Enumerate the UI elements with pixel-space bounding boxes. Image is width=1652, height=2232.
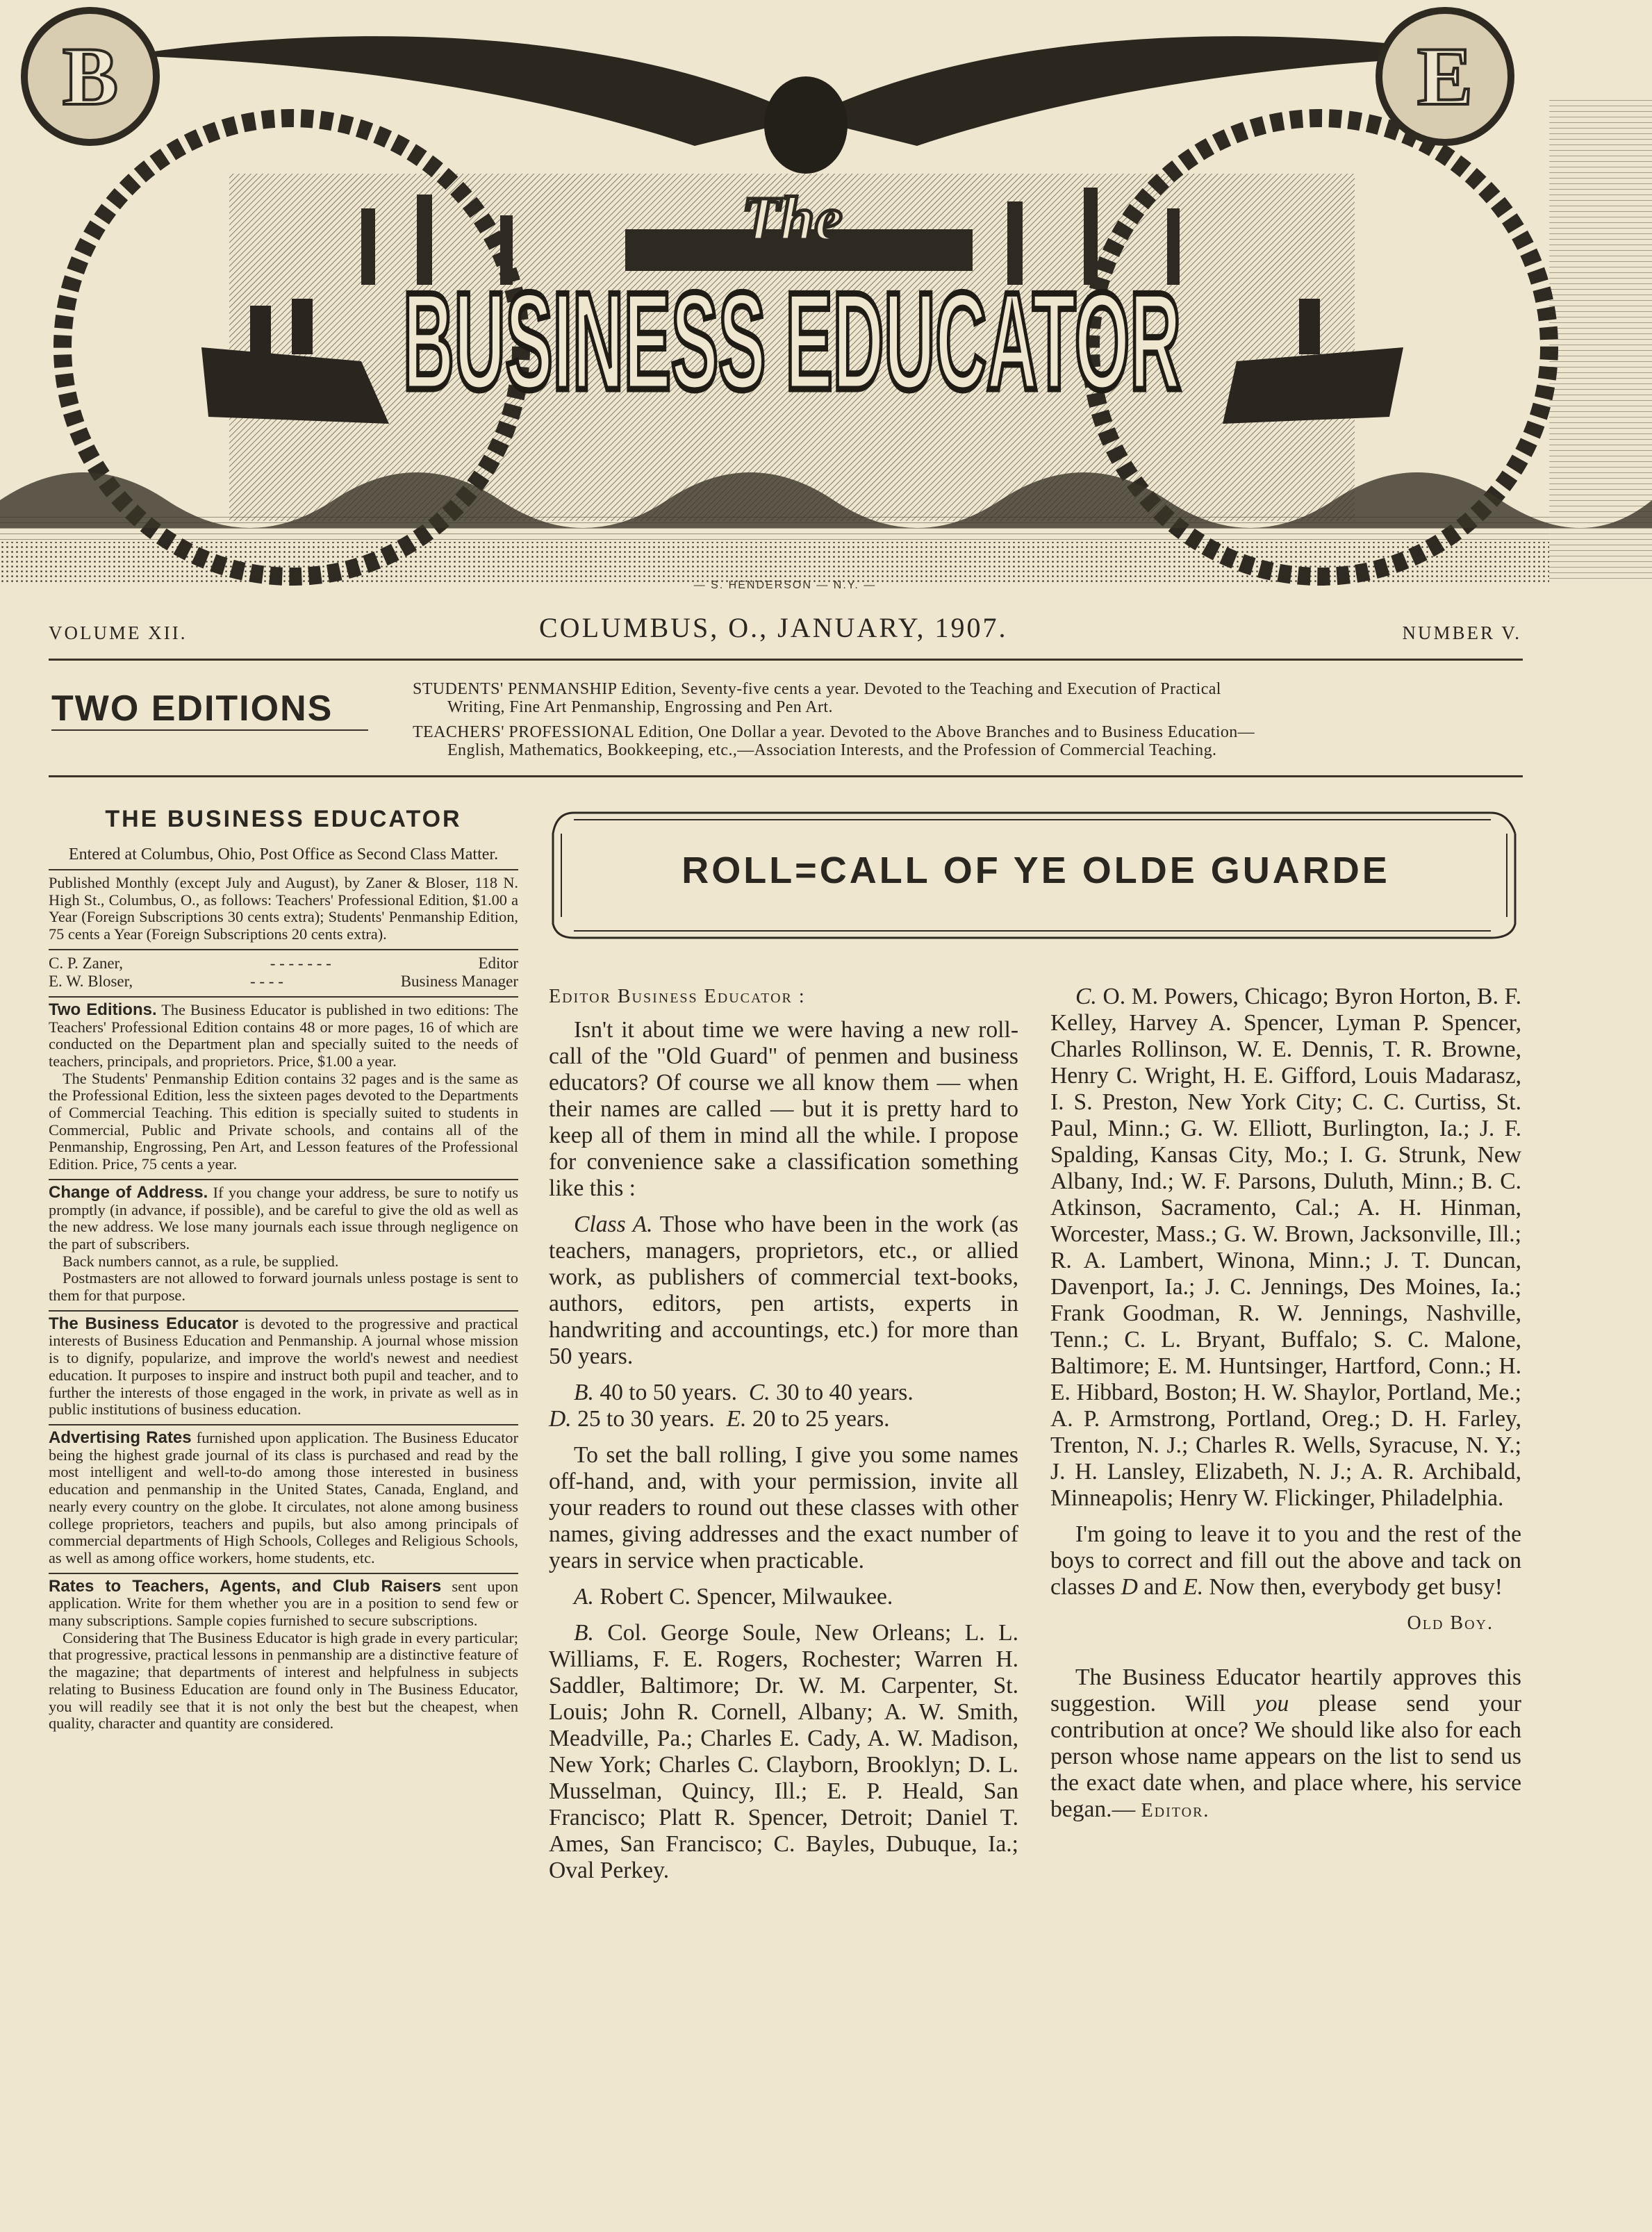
two-editions-notice	[49, 996, 518, 1173]
corner-letter-right: E	[1416, 30, 1473, 122]
masthead-title: BUSINESS EDUCATOR	[403, 264, 1181, 419]
published-text: Published Monthly (except July and August), by Zaner & Bloser, 118 N. High St., Columbus, O., as follows: Teachers' Professional Edition, $1.00 a Year (Foreign Subscriptions 30 cents extra); Students' Penmanship Edition, 75 cents a Year (Foreign Subscriptions 20 cents extra).	[49, 874, 518, 943]
staff-role: Editor	[478, 954, 518, 972]
two-editions-heading: TWO EDITIONS	[51, 688, 333, 729]
class-label: D	[1121, 1574, 1138, 1600]
edition-line-4: English, Mathematics, Bookkeeping, etc.,—Association Interests, and the Profession of Commercial Teaching.	[447, 741, 1217, 759]
rates-notice	[49, 1573, 518, 1733]
list-c-paragraph	[1050, 984, 1521, 1512]
notice-text-2: The Students' Penmanship Edition contains 32 pages and is the same as the Professional Edition, less the sixteen pages devoted to the Departments of Commercial Teaching. This edition is specially suited to students in Commercial, Public and Private schools, and contains all of the Penmanship, Engrossing, Pen Art, and Lesson features of the Professional Edition. Price, 75 cents a year.	[49, 1069, 518, 1173]
devoted-notice	[49, 1310, 518, 1419]
notice-lead: Change of Address.	[49, 1182, 208, 1202]
notice-text: The Business Educator is published in two editions: The Teachers' Professional Edition contains 48 or more pages, 16 of which are conducted on the Department plan and specially suited to the needs of teachers, principals, and proprietors. Price, $1.00 a year.	[49, 1000, 518, 1070]
place-date: COLUMBUS, O., JANUARY, 1907.	[539, 612, 1008, 643]
class-range: 30 to 40 years.	[776, 1380, 914, 1405]
class-label: B.	[574, 1620, 594, 1646]
staff-role: Business Manager	[400, 972, 518, 990]
article-column-1	[549, 984, 1018, 1894]
editor-emphasis: you	[1255, 1691, 1289, 1717]
sidebar-title: THE BUSINESS EDUCATOR	[105, 806, 462, 832]
notice-text-2: Back numbers cannot, as a rule, be supplied.	[63, 1252, 339, 1270]
notice-text-3: Postmasters are not allowed to forward journals unless postage is sent to them for that purpose.	[49, 1269, 518, 1305]
notice-text-2: Considering that The Business Educator is high grade in every particular; that progressive, practical lessons in penmanship are a distinctive feature of the magazine; that departments of interest and helpfulness in subjects relating to Business Education are found only in The Business Educator, you will readily see that it is not only the best but the cheapest, when quality, character and quantity are considered.	[49, 1628, 518, 1733]
editor-note	[1050, 1664, 1521, 1824]
editor-signature: Editor.	[1141, 1800, 1210, 1821]
closing-text: and	[1143, 1574, 1178, 1600]
advertising-notice	[49, 1424, 518, 1567]
dateline-rule	[49, 659, 1523, 661]
edition-line-2: Writing, Fine Art Penmanship, Engrossing and Pen Art.	[447, 698, 833, 716]
edition-line-3: TEACHERS' PROFESSIONAL Edition, One Dollar a year. Devoted to the Above Branches and to Business Education—	[413, 723, 1255, 741]
list-a-paragraph	[549, 1584, 1018, 1610]
number-label: NUMBER V.	[1402, 622, 1521, 643]
notice-text: If you change your address, be sure to notify us promptly (in advance, if possible), and be careful to give the old as well as the new address. We lose many journals each issue through negligence on the part of subscribers.	[49, 1183, 519, 1253]
staff-row-editor	[49, 954, 518, 973]
class-label: A.	[574, 1584, 594, 1610]
editor-text: The Business Educator heartily approves this suggestion. Will	[1050, 1664, 1521, 1717]
notice-lead: Rates to Teachers, Agents, and Club Raisers	[49, 1576, 442, 1596]
list-text: O. M. Powers, Chicago; Byron Horton, B. F. Kelley, Harvey A. Spencer, Lyman P. Spencer, Charles Rollinson, W. E. Dennis, T. R. Browne, Henry C. Wright, H. E. Gifford, Louis Madarasz, I. S. Preston, New York City; C. C. Curtiss, St. Paul, Minn.; G. W. Elliott, Burlington, Ia.; J. F. Spalding, Kansas City, Mo.; I. G. Strunk, New Albany, Ind.; W. F. Parsons, Duluth, Minn.; B. C. Atkinson, Sacramento, Cal.; A. H. Hinman, Worcester, Mass.; G. W. Brown, Jacksonville, Ill.; R. A. Lambert, Winona, Minn.; J. T. Duncan, Davenport, Ia.; J. C. Jennings, Des Moines, Ia.; Frank Goodman, R. W. Jennings, Nashville, Tenn.; C. L. Bryant, Buffalo; S. C. Malone, Baltimore; E. M. Huntsinger, Hartford, Conn.; H. E. Hibbard, Boston; H. W. Shaylor, Portland, Me.; A. P. Armstrong, Portland, Oreg.; D. H. Farley, Trenton, N. J.; Charles R. Wells, Syracuse, N. Y.; J. H. Lansley, Elizabeth, N. J.; A. R. Archibald, Minneapolis; Henry W. Flickinger, Philadelphia.	[1050, 984, 1521, 1511]
article-column-2	[1050, 984, 1521, 1834]
classes-line-2	[549, 1406, 1018, 1432]
class-range: 25 to 30 years.	[577, 1406, 715, 1432]
classes-line-1	[549, 1380, 1018, 1406]
eagle-body	[764, 76, 848, 174]
notice-lead: The Business Educator	[49, 1314, 239, 1333]
class-label: E.	[1183, 1574, 1204, 1600]
class-label: E.	[726, 1406, 747, 1432]
notice-lead: Advertising Rates	[49, 1428, 192, 1447]
closing-text: I'm going to leave it to you and the rest of the boys to correct and fill out the above and tack on classes	[1050, 1521, 1521, 1600]
notice-text: furnished upon application. The Business Educator being the highest grade journal of its class is purchased and read by the most intelligent and well-to-do among those interested in business education and penmanship in the United States, Canada, England, and nearly every country on the globe. It circulates, not alone among business college proprietors, teachers and pupils, but also among principals of commercial departments of High Schools, Colleges and Religious Schools, as well as among office workers, home students, etc.	[49, 1428, 518, 1566]
masthead-illustration	[0, 0, 1652, 596]
class-label: C.	[748, 1380, 770, 1405]
article-salutation: Editor Business Educator :	[549, 986, 806, 1007]
published-notice	[49, 869, 518, 943]
corner-letter-left: B	[62, 30, 119, 122]
class-range: 20 to 25 years.	[752, 1406, 890, 1432]
masthead-info-sidebar	[49, 806, 518, 1733]
signature: Old Boy.	[1407, 1612, 1494, 1634]
staff-block	[49, 949, 518, 991]
list-text: Robert C. Spencer, Milwaukee.	[600, 1584, 893, 1610]
volume-label: VOLUME XII.	[49, 622, 188, 643]
article-title: ROLL=CALL OF YE OLDE GUARDE	[682, 850, 1390, 891]
list-b-paragraph	[549, 1620, 1018, 1884]
class-label: B.	[574, 1380, 594, 1405]
edition-line-1: STUDENTS' PENMANSHIP Edition, Seventy-five cents a year. Devoted to the Teaching and Execution of Practical	[413, 680, 1221, 698]
staff-dots: - - - -	[249, 972, 283, 990]
masthead-the: The	[741, 185, 843, 254]
class-range: 40 to 50 years.	[600, 1380, 738, 1405]
ball-rolling-paragraph: To set the ball rolling, I give you some names off-hand, and, with your permission, invite all your readers to round out these classes with other names, giving addresses and the exact number of years in service when practicable.	[549, 1442, 1018, 1573]
notice-lead: Two Editions.	[49, 1000, 157, 1019]
notice-text: is devoted to the progressive and practical interests of Business Education and Penmanship. A journal whose mission is to dignify, popularize, and improve the world's newest and neediest education. It purposes to inspire and instruct both pupil and teacher, and to further the interests of those engaged in the work, in private as well as in public institutions of business education.	[49, 1314, 518, 1419]
dateline	[49, 611, 1521, 653]
notice-text: sent upon application. Write for them whether you are in a position to send few or many subscriptions. Sample copies furnished to secure subscriptions.	[49, 1577, 518, 1630]
entered-notice: Entered at Columbus, Ohio, Post Office as Second Class Matter.	[68, 845, 499, 863]
editions-heading-rule	[51, 729, 368, 731]
change-of-address-notice	[49, 1179, 518, 1305]
staff-dots: - - - - - - -	[270, 954, 331, 972]
class-text: Those who have been in the work (as teachers, managers, proprietors, etc., or allied work, as publishers of commercial text-books, authors, editors, pen artists, experts in handwriting and accountings, etc.) for more than 50 years.	[549, 1212, 1018, 1369]
class-label: C.	[1075, 984, 1097, 1009]
editor-text: please send your contribution at once? We should like also for each person whose name appears on the list to send us the exact date when, and place where, his service began.—	[1050, 1691, 1521, 1822]
staff-row-manager	[49, 973, 518, 991]
class-label: D.	[549, 1406, 572, 1432]
closing-paragraph	[1050, 1521, 1521, 1601]
article-title-box	[546, 806, 1526, 945]
editions-rule	[49, 775, 1523, 777]
masthead	[0, 0, 1652, 596]
class-label: Class A.	[574, 1212, 653, 1237]
staff-name: E. W. Bloser,	[49, 972, 133, 990]
article-paragraph-1: Isn't it about time we were having a new roll-call of the "Old Guard" of penmen and business educators? Of course we all know them — when their names are called — but it is pretty hard to keep all of them in mind all the while. I propose for convenience sake a classification something like this :	[549, 1017, 1018, 1201]
list-text: Col. George Soule, New Orleans; L. L. Williams, F. E. Rogers, Rochester; Warren H. Saddler, Baltimore; Dr. W. M. Carpenter, St. Louis; John R. Cornell, Albany; A. W. Smith, Meadville, Pa.; Charles E. Cady, A. W. Madison, New York; Charles C. Clayborn, Brooklyn; D. L. Musselman, Quincy, Ill.; E. P. Heald, San Francisco; Platt R. Spencer, Detroit; Daniel T. Ames, San Francisco; C. Bayles, Dubuque, Ia.; Oval Perkey.	[549, 1620, 1018, 1883]
class-a-paragraph	[549, 1212, 1018, 1370]
staff-name: C. P. Zaner,	[49, 954, 124, 972]
closing-text: Now then, everybody get busy!	[1209, 1574, 1503, 1600]
engraver-credit: — S. HENDERSON — N.Y. —	[693, 579, 877, 591]
